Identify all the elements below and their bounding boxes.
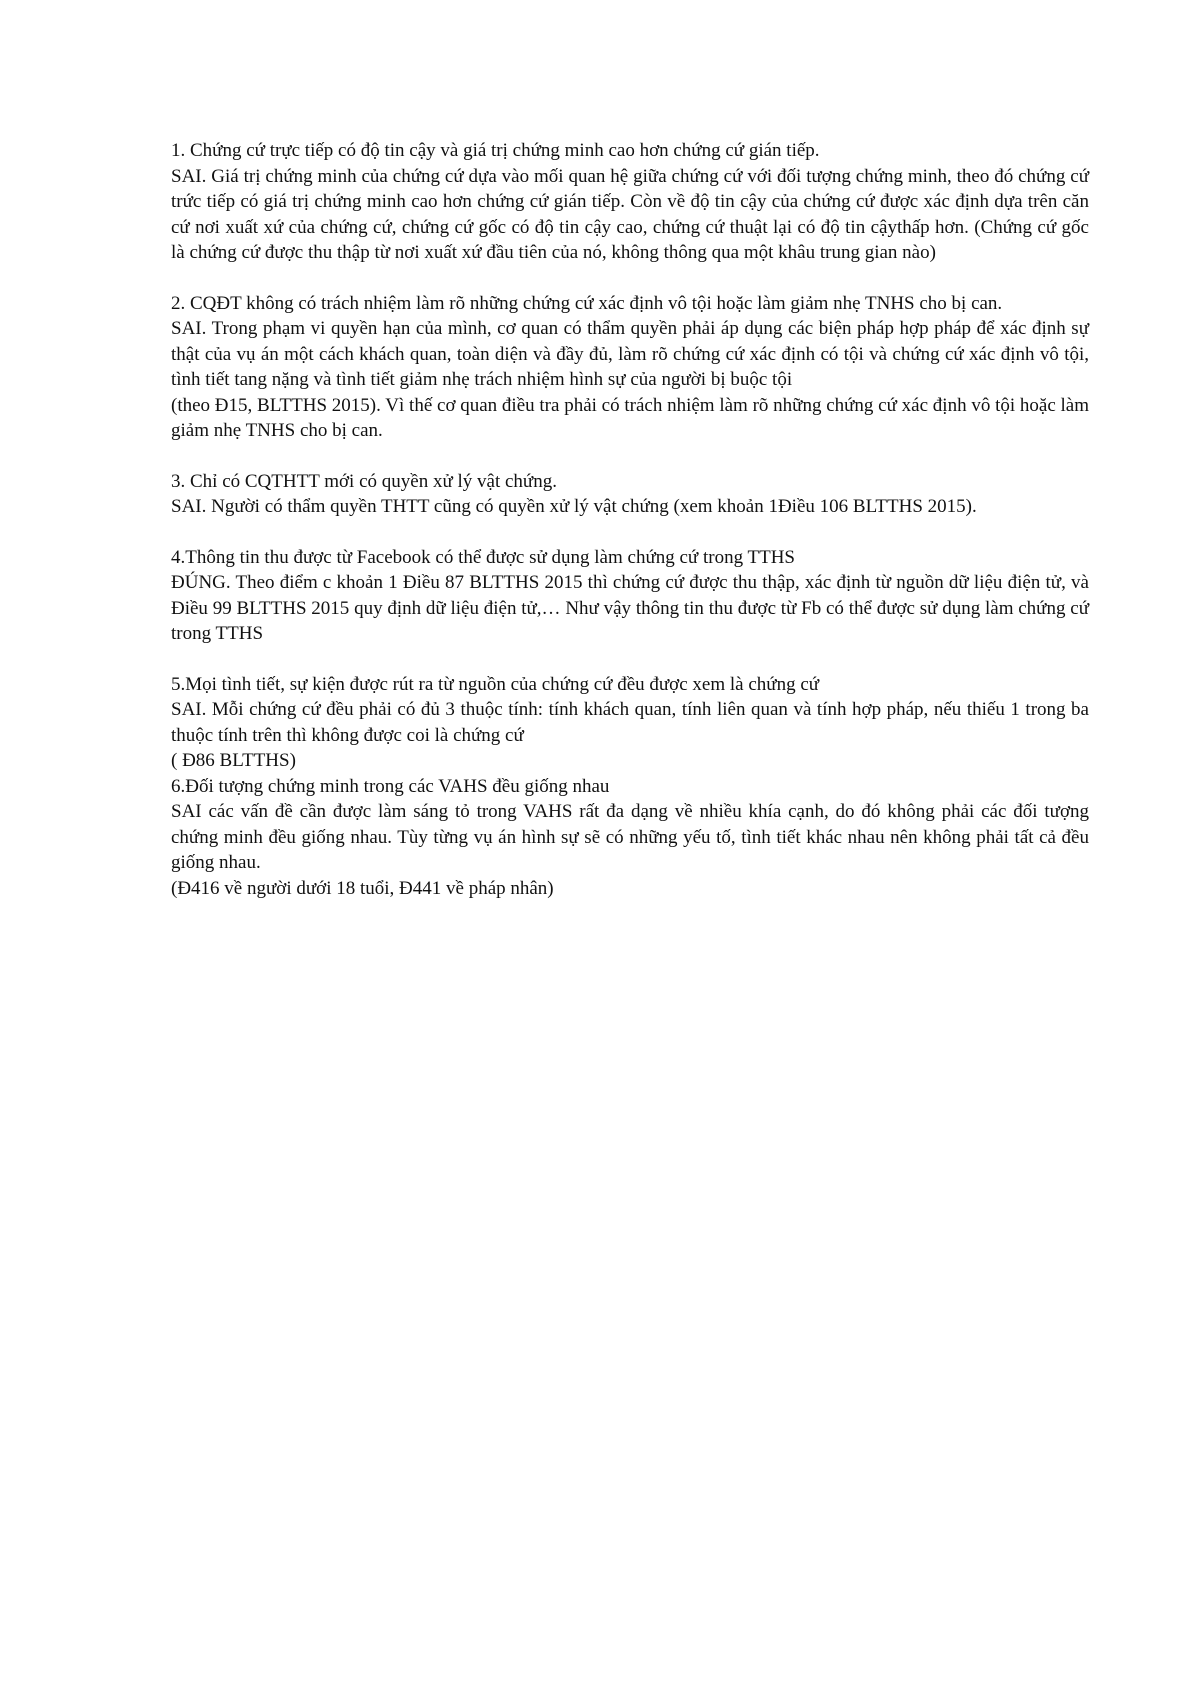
answer-4: ĐÚNG. Theo điểm c khoản 1 Điều 87 BLTTHS 2015 thì chứng cứ được thu thập, xác định từ nguồn dữ liệu điện tử, và Điều 99 BLTTHS 2015 quy định dữ liệu điện tử,… Như vậy thông tin thu được từ Fb có thể được sử dụng làm chứng cứ trong TTHS [171, 572, 1089, 644]
question-4: 4.Thông tin thu được từ Facebook có thể được sử dụng làm chứng cứ trong TTHS [171, 546, 795, 568]
question-6: 6.Đối tượng chứng minh trong các VAHS đều giống nhau [171, 775, 610, 797]
answer-1: SAI. Giá trị chứng minh của chứng cứ dựa vào mối quan hệ giữa chứng cứ với đối tượng chứng minh, theo đó chứng cứ trức tiếp có giá trị chứng minh cao hơn chứng cứ gián tiếp. Còn về độ tin cậy của chứng cứ được xác định dựa trên căn cứ nơi xuất xứ của chứng cứ, chứng cứ gốc có độ tin cậy cao, chứng cứ thuật lại có độ tin cậythấp hơn. (Chứng cứ gốc là chứng cứ được thu thập từ nơi xuất xứ đầu tiên của nó, không thông qua một khâu trung gian nào) [171, 165, 1089, 263]
answer-6: SAI các vấn đề cần được làm sáng tỏ trong VAHS rất đa dạng về nhiều khía cạnh, do đó không phải các đối tượng chứng minh đều giống nhau. Tùy từng vụ án hình sự sẽ có những yếu tố, tình tiết khác nhau nên không phải tất cả đều giống nhau. [171, 801, 1089, 873]
note-2: (theo Đ15, BLTTHS 2015). Vì thế cơ quan điều tra phải có trách nhiệm làm rõ những chứng cứ xác định vô tội hoặc làm giảm nhẹ TNHS cho bị can. [171, 394, 1089, 441]
qa-item-1 [171, 138, 1089, 266]
note-5: ( Đ86 BLTTHS) [171, 750, 296, 771]
answer-3: SAI. Người có thẩm quyền THTT cũng có quyền xử lý vật chứng (xem khoản 1Điều 106 BLTTHS 2015). [171, 496, 977, 517]
question-5: 5.Mọi tình tiết, sự kiện được rút ra từ nguồn của chứng cứ đều được xem là chứng cứ [171, 673, 820, 695]
note-6: (Đ416 về người dưới 18 tuổi, Đ441 về pháp nhân) [171, 877, 554, 899]
answer-5: SAI. Mỗi chứng cứ đều phải có đủ 3 thuộc tính: tính khách quan, tính liên quan và tính hợp pháp, nếu thiếu 1 trong ba thuộc tính trên thì không được coi là chứng cứ [171, 699, 1089, 746]
qa-item-2 [171, 291, 1089, 444]
document-page [171, 138, 1089, 901]
question-1: 1. Chứng cứ trực tiếp có độ tin cậy và giá trị chứng minh cao hơn chứng cứ gián tiếp. [171, 140, 820, 161]
question-3: 3. Chỉ có CQTHTT mới có quyền xử lý vật chứng. [171, 470, 557, 492]
question-2: 2. CQĐT không có trách nhiệm làm rõ những chứng cứ xác định vô tội hoặc làm giảm nhẹ TNHS cho bị can. [171, 292, 1003, 314]
qa-item-5 [171, 672, 1089, 774]
answer-2: SAI. Trong phạm vi quyền hạn của mình, cơ quan có thẩm quyền phải áp dụng các biện pháp hợp pháp để xác định sự thật của vụ án một cách khách quan, toàn diện và đầy đủ, làm rõ chứng cứ xác định có tội và chứng cứ xác định vô tội, tình tiết tang nặng và tình tiết giảm nhẹ trách nhiệm hình sự của người bị buộc tội [171, 318, 1089, 390]
qa-item-3 [171, 469, 1089, 520]
qa-item-4 [171, 545, 1089, 647]
qa-item-6 [171, 774, 1089, 902]
